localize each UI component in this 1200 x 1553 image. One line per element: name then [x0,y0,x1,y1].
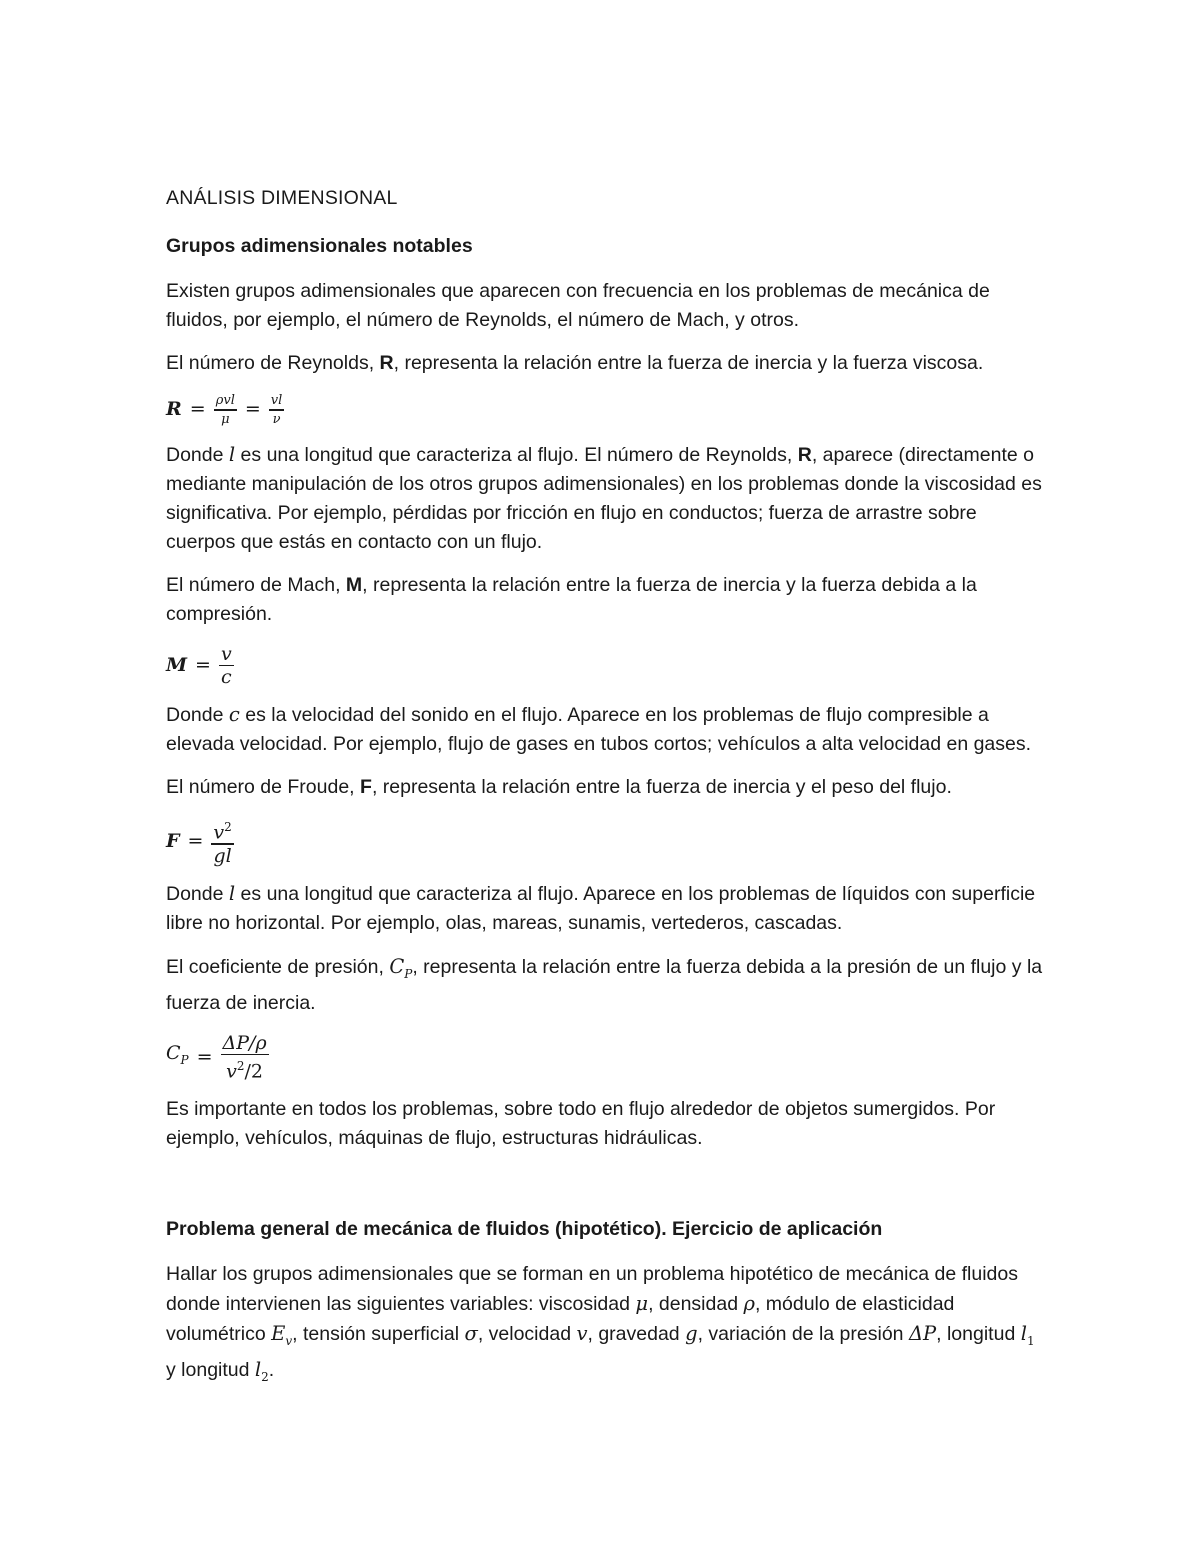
reynolds-equation: R = $\frac{\text{ρvl}}{\mu}$ = $\frac{vl}{\nu}$ [166,393,283,427]
document-page [166,184,1046,1406]
document-title: ANÁLISIS DIMENSIONAL [166,187,398,209]
froude-fraction: $\frac{v^2}{gl}$ [213,820,232,867]
mach-definition: El número de Mach, M, representa la relación entre la fuerza de inercia y la fuerza debida a la compresión. [166,573,977,625]
mach-fraction: $\frac{v}{c}$ [220,642,232,688]
reynolds-fraction-2: $\frac{vl}{\nu}$ [270,393,283,427]
mach-equation: M = $\frac{v}{c}$ [166,642,232,688]
froude-symbol: F [360,776,372,798]
intro-paragraph: Existen grupos adimensionales que aparecen con frecuencia en los problemas de mecánica de fluidos, por ejemplo, el número de Reynolds, el número de Mach, y otros. [166,280,990,331]
pressure-symbol: $C_P$ [389,954,413,981]
froude-definition: El número de Froude, F, representa la relación entre la fuerza de inercia y el peso del flujo. [166,776,952,798]
pressure-coefficient-equation: $C_P$ = $\frac{\Delta P/\rho}{v^2/2}$ [166,1031,267,1083]
section-heading-notable-groups: Grupos adimensionales notables [166,235,473,257]
problem-statement: Hallar los grupos adimensionales que se forman en un problema hipotético de mecánica de fluidos donde intervienen las siguientes variables: viscosidad μ, densidad ρ, módulo de elasticidad volumétrico $E_v$, tensión superficial σ, velocidad v, gravedad g, variación de la presión ΔP, longitud $l_1$ y longitud $l_2$. [166,1262,1035,1385]
reynolds-description: Donde l es una longitud que caracteriza al flujo. El número de Reynolds, R, aparece (directamente o mediante manipulación de los otros grupos adimensionales) en los problemas donde la viscosidad es significativa. Por ejemplo, pérdidas por fricción en flujo en conductos; fuerza de arrastre sobre cuerpos que estás en contacto con un flujo. [166,442,1042,553]
pressure-coefficient-definition: El coeficiente de presión, $C_P$, representa la relación entre la fuerza debida a la presión de un flujo y la fuerza de inercia. [166,954,1043,1014]
reynolds-symbol: R [379,352,394,374]
pressure-coefficient-description: Es importante en todos los problemas, sobre todo en flujo alrededor de objetos sumergidos. Por ejemplo, vehículos, máquinas de flujo, estructuras hidráulicas. [166,1097,996,1149]
mach-symbol: M [345,573,363,596]
reynolds-fraction-1: $\frac{\text{ρvl}}{\mu}$ [215,393,235,427]
pressure-fraction: $\frac{\Delta P/\rho}{v^2/2}$ [222,1031,267,1083]
section-heading-general-problem: Problema general de mecánica de fluidos (hipotético). Ejercicio de aplicación [166,1217,883,1240]
reynolds-definition: El número de Reynolds, R, representa la relación entre la fuerza de inercia y la fuerza viscosa. [166,352,984,374]
froude-equation: F = $\frac{v^2}{gl}$ [166,816,1046,867]
froude-description: Donde l es una longitud que caracteriza al flujo. Aparece en los problemas de líquidos con superficie libre no horizontal. Por ejemplo, olas, mareas, sunamis, vertederos, cascadas. [166,881,1036,934]
mach-description: Donde c es la velocidad del sonido en el flujo. Aparece en los problemas de flujo compresible a elevada velocidad. Por ejemplo, flujo de gases en tubos cortos; vehículos a alta velocidad en gases. [166,703,1032,755]
